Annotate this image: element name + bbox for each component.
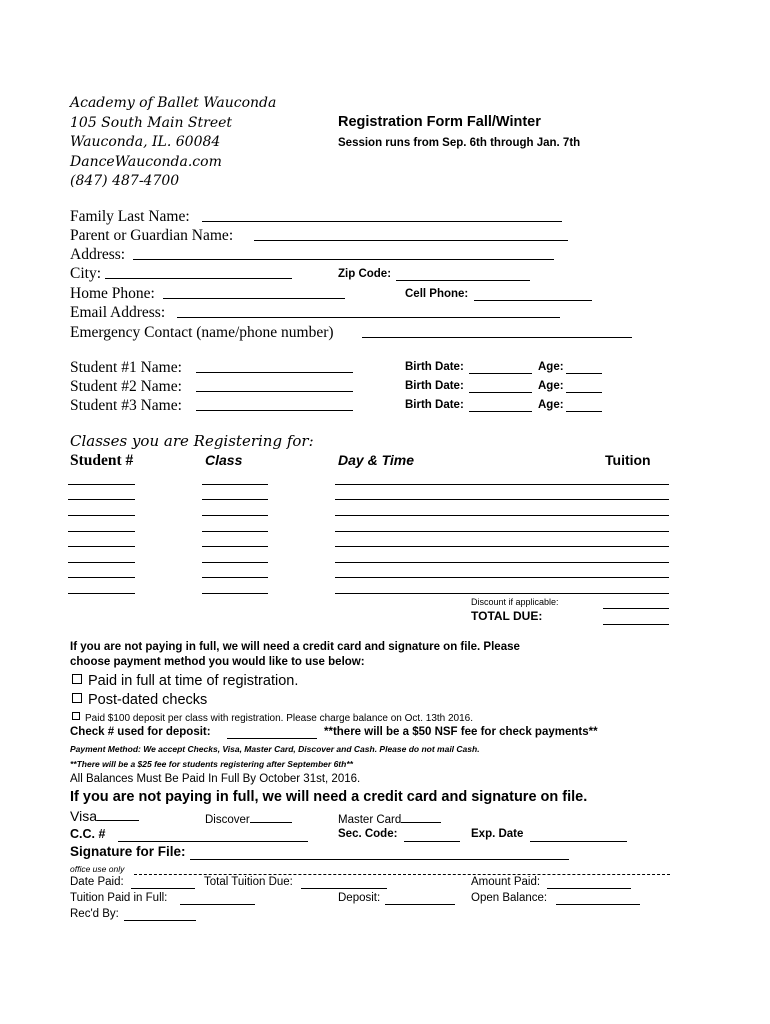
deposit-paid-label: Deposit: (338, 892, 381, 904)
student-3-birth-label: Birth Date: (405, 399, 464, 411)
col-class-header: Class (205, 452, 243, 468)
home-phone-field[interactable] (163, 298, 345, 299)
discover-option[interactable] (205, 811, 292, 826)
emergency-label: Emergency Contact (name/phone number) (70, 324, 334, 341)
address-field[interactable] (133, 259, 554, 260)
col-tuition-header: Tuition (605, 452, 651, 468)
cell-phone-field[interactable] (474, 300, 592, 301)
school-city: Wauconda, IL. 60084 (70, 134, 221, 150)
mastercard-label: Master Card (338, 814, 402, 826)
deposit-checkbox[interactable] (72, 712, 80, 720)
student-1-birth-label: Birth Date: (405, 361, 464, 373)
date-paid-field[interactable] (131, 888, 195, 889)
student-1-age-label: Age: (538, 361, 564, 373)
total-due-label: TOTAL DUE: (471, 609, 543, 623)
student-3-name-field[interactable] (196, 410, 353, 411)
amount-paid-label: Amount Paid: (471, 876, 541, 888)
discover-label: Discover (205, 814, 250, 826)
exp-date-field[interactable] (530, 841, 627, 842)
signature-label: Signature for File: (70, 844, 186, 859)
open-balance-label: Open Balance: (471, 892, 548, 904)
family-last-name-field[interactable] (202, 221, 562, 222)
school-website: DanceWauconda.com (70, 154, 222, 170)
mastercard-field[interactable] (401, 811, 441, 823)
recd-by-field[interactable] (124, 920, 196, 921)
check-deposit-field[interactable] (227, 738, 317, 739)
discount-label: Discount if applicable: (471, 597, 559, 607)
mastercard-option[interactable] (338, 811, 441, 826)
signature-field[interactable] (190, 859, 569, 860)
family-last-name-label: Family Last Name: (70, 208, 190, 225)
school-street: 105 South Main Street (70, 115, 233, 131)
student-1-birth-field[interactable] (469, 373, 532, 374)
student-3-birth-field[interactable] (469, 411, 532, 412)
session-dates: Session runs from Sep. 6th through Jan. 7th (338, 137, 581, 149)
option-deposit[interactable] (72, 712, 473, 724)
date-paid-label: Date Paid: (70, 876, 124, 888)
office-divider (134, 874, 670, 875)
student-3-name-label: Student #3 Name: (70, 397, 182, 414)
col-day-time-header: Day & Time (338, 452, 414, 468)
form-title: Registration Form Fall/Winter (338, 114, 541, 130)
total-due-field[interactable] (603, 624, 669, 625)
student-2-age-field[interactable] (566, 392, 602, 393)
exp-date-label: Exp. Date (471, 828, 524, 840)
home-phone-label: Home Phone: (70, 285, 155, 302)
paid-full-label: Paid in full at time of registration. (88, 673, 299, 689)
parent-name-field[interactable] (254, 240, 568, 241)
check-deposit-label: Check # used for deposit: (70, 726, 211, 738)
discount-field[interactable] (603, 608, 669, 609)
classes-heading: Classes you are Registering for: (70, 432, 314, 450)
cc-number-label: C.C. # (70, 827, 106, 841)
school-name: Academy of Ballet Wauconda (70, 95, 277, 111)
parent-name-label: Parent or Guardian Name: (70, 227, 234, 244)
sec-code-field[interactable] (404, 841, 460, 842)
cell-phone-label: Cell Phone: (405, 288, 469, 300)
payment-method-note: Payment Method: We accept Checks, Visa, Master Card, Discover and Cash. Please do not mail Cash. (70, 744, 480, 754)
student-3-age-label: Age: (538, 399, 564, 411)
deposit-paid-field[interactable] (385, 904, 455, 905)
postdated-label: Post-dated checks (88, 692, 208, 708)
student-2-age-label: Age: (538, 380, 564, 392)
student-1-name-field[interactable] (196, 372, 353, 373)
cc-number-field[interactable] (118, 841, 308, 842)
open-balance-field[interactable] (556, 904, 640, 905)
tuition-full-label: Tuition Paid in Full: (70, 892, 168, 904)
payment-notice-line2: choose payment method you would like to use below: (70, 656, 365, 668)
total-tuition-field[interactable] (301, 888, 387, 889)
tuition-full-field[interactable] (180, 904, 255, 905)
zip-label: Zip Code: (338, 268, 392, 280)
visa-label: Visa (70, 808, 97, 824)
student-2-birth-field[interactable] (469, 392, 532, 393)
total-tuition-label: Total Tuition Due: (204, 876, 293, 888)
payment-notice-line1: If you are not paying in full, we will need a credit card and signature on file. Please (70, 641, 520, 653)
postdated-checkbox[interactable] (72, 693, 82, 703)
emergency-field[interactable] (362, 337, 632, 338)
recd-by-label: Rec'd By: (70, 908, 119, 920)
zip-field[interactable] (396, 280, 530, 281)
visa-option[interactable] (70, 808, 139, 824)
late-fee-note: **There will be a $25 fee for students registering after September 6th** (70, 759, 353, 769)
col-student-header: Student # (70, 452, 134, 469)
nsf-fee-note: **there will be a $50 NSF fee for check payments** (324, 726, 598, 738)
city-field[interactable] (105, 278, 292, 279)
school-phone: (847) 487-4700 (70, 173, 180, 189)
balances-note: All Balances Must Be Paid In Full By October 31st, 2016. (70, 773, 361, 785)
student-1-name-label: Student #1 Name: (70, 359, 182, 376)
credit-card-notice: If you are not paying in full, we will need a credit card and signature on file. (70, 789, 588, 805)
address-label: Address: (70, 246, 126, 263)
sec-code-label: Sec. Code: (338, 828, 398, 840)
office-use-label: office use only (70, 864, 125, 874)
option-postdated[interactable] (72, 692, 207, 708)
city-label: City: (70, 265, 102, 282)
student-2-name-label: Student #2 Name: (70, 378, 182, 395)
student-3-age-field[interactable] (566, 411, 602, 412)
email-field[interactable] (177, 317, 560, 318)
discover-field[interactable] (250, 811, 292, 823)
deposit-label: Paid $100 deposit per class with registration. Please charge balance on Oct. 13th 2016. (85, 713, 474, 724)
student-1-age-field[interactable] (566, 373, 602, 374)
paid-full-checkbox[interactable] (72, 674, 82, 684)
option-paid-full[interactable] (72, 673, 298, 689)
amount-paid-field[interactable] (547, 888, 631, 889)
student-2-name-field[interactable] (196, 391, 353, 392)
email-label: Email Address: (70, 304, 166, 321)
visa-field[interactable] (97, 809, 139, 821)
student-2-birth-label: Birth Date: (405, 380, 464, 392)
